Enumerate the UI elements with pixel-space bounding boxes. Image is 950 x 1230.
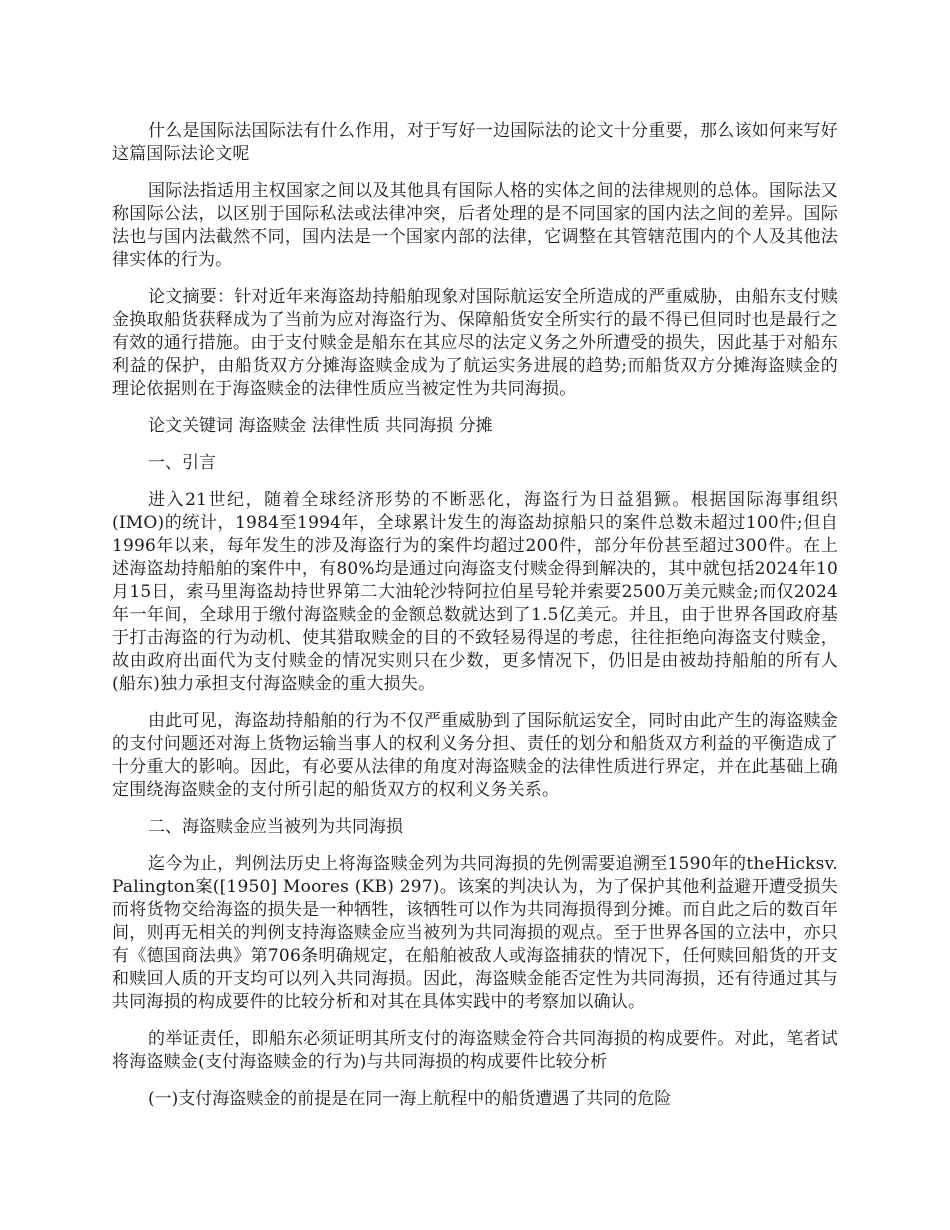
subsection-heading-common-danger: (一)支付海盗赎金的前提是在同一海上航程中的船货遭遇了共同的危险 [148,1089,672,1109]
abstract-paragraph: 论文摘要：针对近年来海盗劫持船舶现象对国际航运安全所造成的严重威胁，由船东支付赎金换取船货获释成为了当前为应对海盗行为、保障船货安全所实行的最不得已但同时也是最行之有效的通行措施。由于支付赎金是船东在其应尽的法定义务之外所遭受的损失，因此基于对船东利益的保护，由船货双方分摊海盗赎金成为了航运实务进展的趋势;而船货双方分摊海盗赎金的理论依据则在于海盗赎金的法律性质应当被定性为共同海损。 [112,287,838,399]
introduction-paragraph: 进入21世纪，随着全球经济形势的不断恶化，海盗行为日益猖獗。根据国际海事组织(IMO)的统计，1984至1994年，全球累计发生的海盗劫掠船只的案件总数未超过100件;但自1996年以来，每年发生的涉及海盗行为的案件均超过200件，部分年份甚至超过300件。在上述海盗劫持船舶的案件中，有80%均是通过向海盗支付赎金得到解决的，其中就包括2024年10月15日，索马里海盗劫持世界第二大油轮沙特阿拉伯星号轮并索要2500万美元赎金;而仅2024年一年间，全球用于缴付海盗赎金的金额总数就达到了1.5亿美元。并且，由于世界各国政府基于打击海盗的行为动机、使其猎取赎金的目的不致轻易得逞的考虑，往往拒绝向海盗支付赎金，故由政府出面代为支付赎金的情况实则只在少数，更多情况下，仍旧是由被劫持船舶的所有人(船东)独力承担支付海盗赎金的重大损失。 [112,490,838,694]
section-heading-introduction: 一、引言 [148,453,216,473]
document-body [112,120,838,1125]
intro-paragraph: 什么是国际法国际法有什么作用，对于写好一边国际法的论文十分重要，那么该如何来写好这篇国际法论文呢 [112,121,838,164]
definition-paragraph: 国际法指适用主权国家之间以及其他具有国际人格的实体之间的法律规则的总体。国际法又称国际公法，以区别于国际私法或法律冲突，后者处理的是不同国家的国内法之间的差异。国际法也与国内法截然不同，国内法是一个国家内部的法律，它调整在其管辖范围内的个人及其他法律实体的行为。 [112,181,838,270]
case-law-paragraph: 迄今为止，判例法历史上将海盗赎金列为共同海损的先例需要追溯至1590年的theHicksv. Palington案([1950] Moores (KB) 297)。该案的判决认为，为了保护其他利益避开遭受损失而将货物交给海盗的损失是一种牺牲，该牺牲可以作为共同海损得到分摊。而自此之后的数百年间，则再无相关的判例支持海盗赎金应当被列为共同海损的观点。至于世界各国的立法中，亦只有《德国商法典》第706条明确规定，在船舶被敌人或海盗捕获的情况下，任何赎回船货的开支和赎回人质的开支均可以列入共同海损。因此，海盗赎金能否定性为共同海损，还有待通过其与共同海损的构成要件的比较分析和对其在具体实践中的考察加以确认。 [112,854,838,1012]
keywords-line: 论文关键词 海盗赎金 法律性质 共同海损 分摊 [148,416,493,436]
conclusion-intro-paragraph: 由此可见，海盗劫持船舶的行为不仅严重威胁到了国际航运安全，同时由此产生的海盗赎金的支付问题还对海上货物运输当事人的权利义务分担、责任的划分和船货双方利益的平衡造成了十分重大的影响。因此，有必要从法律的角度对海盗赎金的法律性质进行界定，并在此基础上确定围绕海盗赎金的支付所引起的船货双方的权利义务关系。 [112,711,838,800]
section-heading-general-average: 二、海盗赎金应当被列为共同海损 [148,817,403,837]
burden-of-proof-paragraph: 的举证责任，即船东必须证明其所支付的海盗赎金符合共同海损的构成要件。对此，笔者试将海盗赎金(支付海盗赎金的行为)与共同海损的构成要件比较分析 [112,1029,838,1072]
